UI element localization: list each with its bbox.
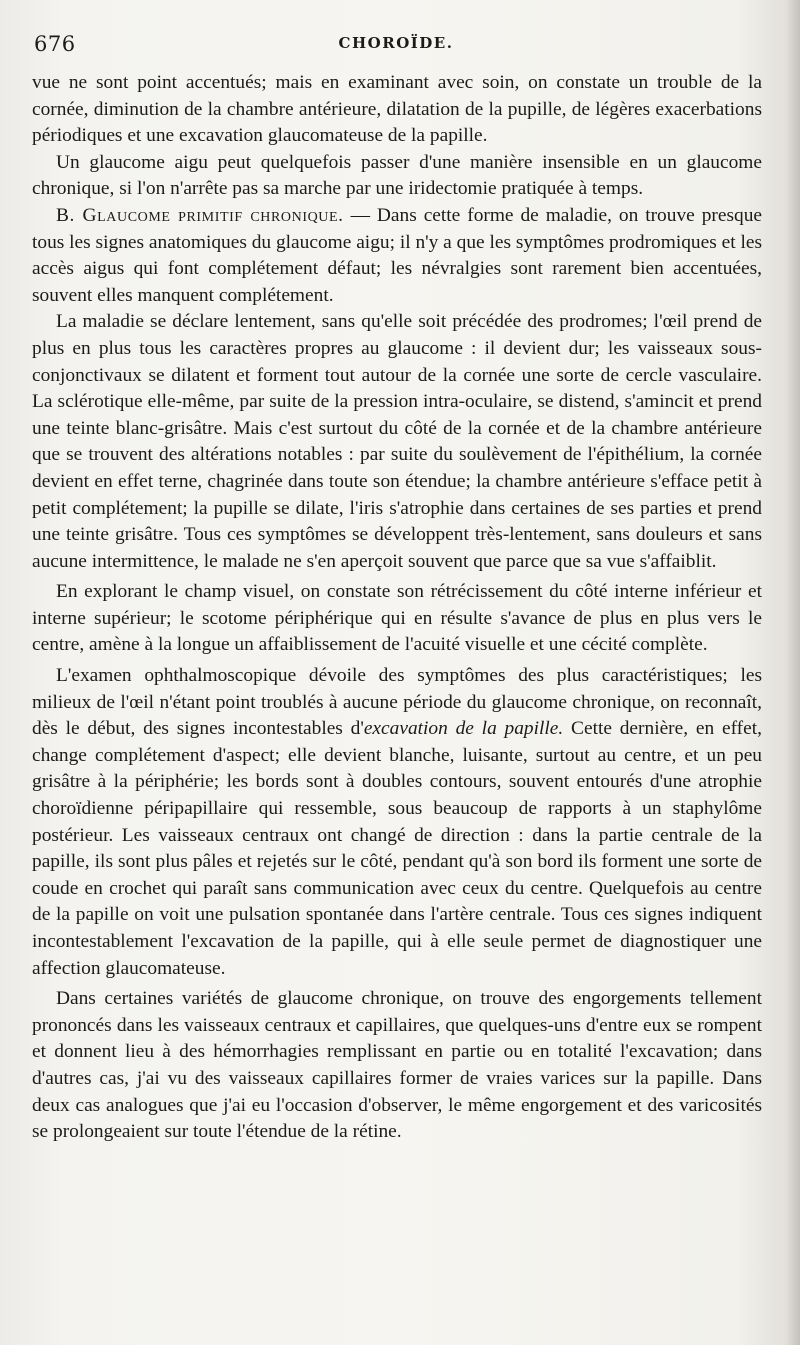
paragraph-1-text: vue ne sont point accentués; mais en examinant avec soin, on constate un trouble de la cornée, diminution de la chambre antérieure, dilatation de la pupille, de légères exacerbations périodiques et une excavation glaucomateuse de la papille.	[32, 72, 762, 147]
running-head: CHOROÏDE.	[338, 34, 454, 52]
paragraph-6	[32, 663, 762, 982]
paragraph-7-text: Dans certaines variétés de glaucome chronique, on trouve des engorgements tellement prononcés dans les vaisseaux centraux et capillaires, que quelques-uns d'entre eux se rompent et donnent lieu à des hémorrhagies remplissant en partie ou en totalité l'excavation; dans d'autres cas, j'ai vu des vaisseaux capillaires former de vraies varices sur la papille. Dans deux cas analogues que j'ai eu l'occasion d'observer, le même engorgement et des varicosités se prolongeaient sur toute l'étendue de la rétine.	[32, 988, 762, 1143]
paragraph-4-text: La maladie se déclare lentement, sans qu'elle soit précédée des prodromes; l'œil prend de plus en plus tous les caractères propres au glaucome : il devient dur; les vaisseaux sous-conjonctivaux se dilatent et forment tout autour de la cornée une sorte de cercle vasculaire. La sclérotique elle-même, par suite de la pression intra-oculaire, se distend, s'amincit et prend une teinte blanc-grisâtre. Mais c'est surtout du côté de la cornée et de la chambre antérieure que se trouvent des altérations notables : par suite du soulèvement de l'épithélium, la cornée devient en effet terne, chagrinée dans toute son étendue; la chambre antérieure s'efface petit à petit complétement; la pupille se dilate, l'iris s'atrophie dans certaines de ses parties et prend une teinte grisâtre. Tous ces symptômes se développent très-lentement, sans douleurs et sans aucune intermittence, le malade ne s'en aperçoit souvent que parce que sa vue s'affaiblit.	[32, 311, 762, 572]
paragraph-2-text: Un glaucome aigu peut quelquefois passer d'une manière insensible en un glaucome chronique, si l'on n'arrête pas sa marche par une iridectomie pratiquée à temps.	[32, 151, 762, 200]
paragraph-2	[32, 150, 762, 203]
paragraph-3-text: — Dans cette forme de maladie, on trouve presque tous les signes anatomiques du glaucome aigu; il n'y a que les symptômes prodromiques et les accès aigus qui font complétement défaut; les névralgies sont rarement bien accentuées, souvent elles manquent complétement.	[32, 204, 762, 306]
page-header	[28, 28, 764, 62]
page-edge-shadow	[786, 0, 800, 1345]
page-number: 676	[34, 32, 76, 56]
italic-term: excavation de la papille.	[363, 718, 564, 740]
paragraph-5-text: En explorant le champ visuel, on constate son rétrécissement du côté interne inférieur et interne supérieur; le scotome périphérique qui en résulte s'avance de plus en plus vers le centre, amène à la longue un affaiblissement de l'acuité visuelle et une cécité complète.	[32, 581, 762, 656]
body-text	[32, 70, 762, 1146]
paragraph-6-text-before: L'examen ophthalmoscopique dévoile des symptômes des plus caractéristiques; les milieux de l'œil n'étant point troublés à aucune période du glaucome chronique, on reconnaît, dès le début, des signes incontestables d'	[32, 665, 762, 740]
paragraph-5	[32, 579, 762, 659]
paragraph-4	[32, 309, 762, 575]
paragraph-1	[32, 70, 762, 150]
paragraph-7	[32, 986, 762, 1146]
paragraph-3	[32, 203, 762, 309]
paragraph-6-text: Cette dernière, en effet, change complétement d'aspect; elle devient blanche, luisante, surtout au centre, et un peu grisâtre à la périphérie; les bords sont à doubles contours, souvent entourés d'une atrophie choroïdienne péripapillaire qui ressemble, sous beaucoup de rapports à un staphylôme postérieur. Les vaisseaux centraux ont changé de direction : dans la partie centrale de la papille, ils sont plus pâles et rejetés sur le côté, pendant qu'à son bord ils forment une sorte de coude en crochet qui paraît sans communication avec ceux du centre. Quelquefois au centre de la papille on voit une pulsation spontanée dans l'artère centrale. Tous ces signes indiquent incontestablement l'excavation de la papille, qui à elle seule permet de diagnostiquer une affection glaucomateuse.	[32, 718, 762, 979]
section-heading: B. Glaucome primitif chronique.	[56, 204, 344, 226]
